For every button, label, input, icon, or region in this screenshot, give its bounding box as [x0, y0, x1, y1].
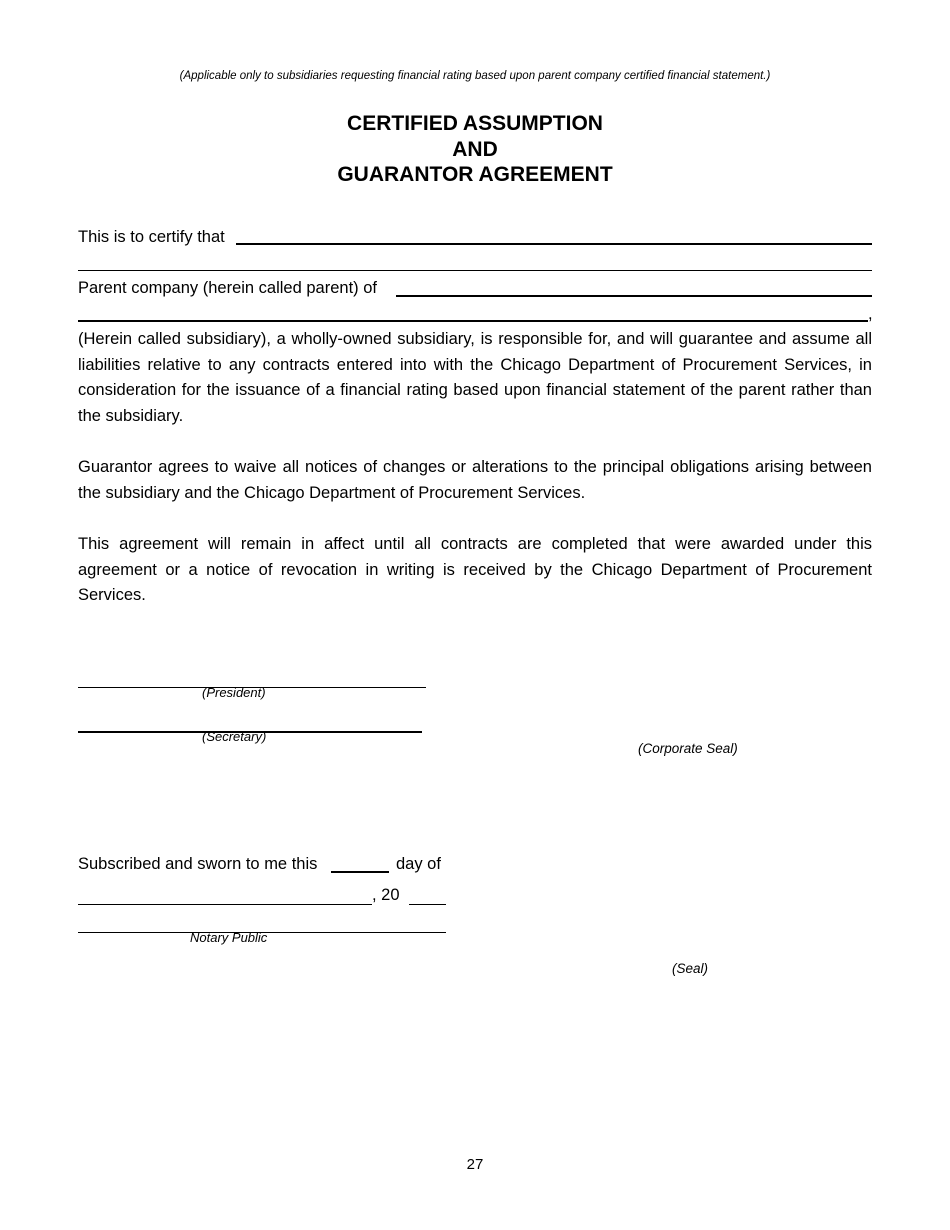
seal-label: (Seal) — [672, 961, 709, 976]
page-number: 27 — [466, 1156, 484, 1173]
subscribed-label: Subscribed and sworn to me this — [78, 855, 318, 873]
month-blank-line[interactable] — [78, 904, 372, 905]
president-label: (President) — [202, 685, 266, 700]
subsidiary-blank-line[interactable] — [78, 320, 868, 322]
day-blank-line[interactable] — [331, 871, 389, 873]
secretary-label: (Secretary) — [202, 729, 267, 744]
header-note: (Applicable only to subsidiaries requesting financial rating based upon parent company certified financial statement.) — [179, 70, 771, 82]
parent-label: Parent company (herein called parent) of — [78, 279, 377, 297]
certify-continuation-line[interactable] — [78, 270, 872, 271]
parent-blank-line[interactable] — [396, 295, 872, 297]
subsidiary-comma: , — [868, 305, 873, 323]
notary-public-label: Notary Public — [190, 930, 268, 945]
corporate-seal-label: (Corporate Seal) — [638, 741, 738, 756]
day-of-label: day of — [396, 855, 441, 873]
certify-blank-line[interactable] — [236, 243, 872, 245]
year-blank-line[interactable] — [409, 904, 446, 905]
year-prefix-label: , 20 — [372, 886, 400, 904]
paragraph-waiver: Guarantor agrees to waive all notices of changes or alterations to the principal obligations arising between the subsidiary and the Chicago Department of Procurement Services. — [78, 458, 872, 502]
paragraph-responsibility: (Herein called subsidiary), a wholly-owned subsidiary, is responsible for, and will guarantee and assume all liabilities relative to any contracts entered into with the Chicago Department of Procurement Services, in consideration for the issuance of a financial rating based upon financial statement of the parent rather than the subsidiary. — [78, 330, 872, 425]
document-title — [0, 111, 950, 188]
certify-label: This is to certify that — [78, 228, 225, 246]
paragraph-duration: This agreement will remain in affect until all contracts are completed that were awarded under this agreement or a notice of revocation in writing is received by the Chicago Department of Procurement Services. — [78, 535, 872, 604]
title-line-1: CERTIFIED ASSUMPTION — [347, 112, 603, 135]
title-line-2: AND — [452, 137, 498, 161]
title-line-3: GUARANTOR AGREEMENT — [337, 163, 613, 186]
